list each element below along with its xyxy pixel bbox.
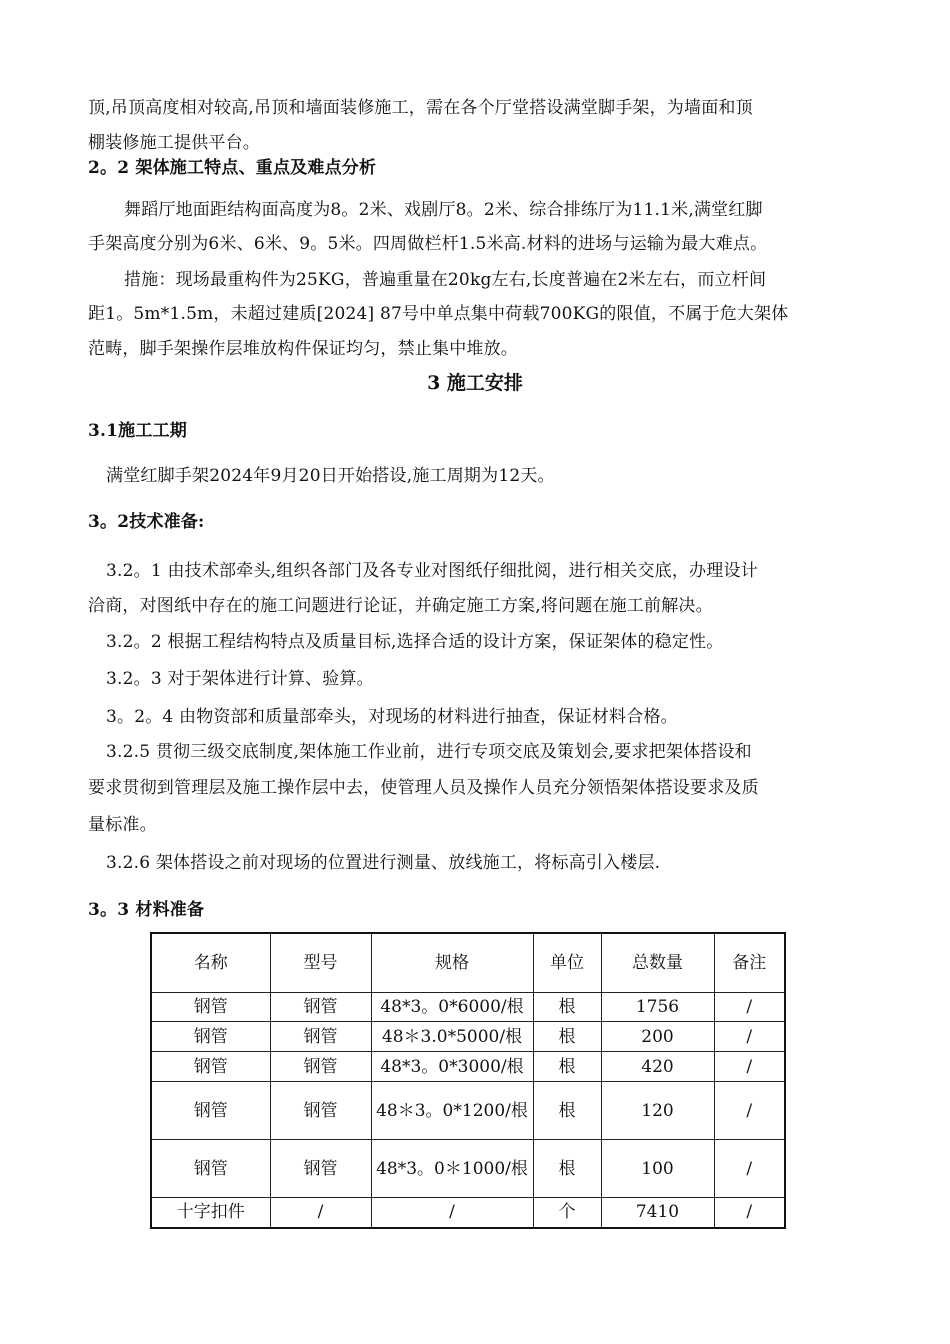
cell-spec: 48*3。0＊1000/根 [371,1140,533,1198]
cell-remarks: / [714,1052,785,1082]
header-remarks: 备注 [714,933,785,993]
cell-unit: 根 [533,1140,601,1198]
s32-line-4: 3.2。3 对于架体进行计算、验算。 [106,669,374,689]
cell-unit: 根 [533,1082,601,1140]
section-3-3-heading: 3。3 材料准备 [88,900,205,920]
cell-remarks: / [714,1198,785,1228]
cell-remarks: / [714,1140,785,1198]
cell-spec: 48＊3.0*5000/根 [371,1022,533,1052]
table-row [151,1140,785,1198]
cell-unit: 个 [533,1198,601,1228]
cell-name: 钢管 [151,1052,270,1082]
cell-spec: / [371,1198,533,1228]
cell-remarks: / [714,1082,785,1140]
cell-unit: 根 [533,1022,601,1052]
intro-line-1: 顶,吊顶高度相对较高,吊顶和墙面装修施工，需在各个厅堂搭设满堂脚手架，为墙面和顶 [88,98,753,118]
cell-quantity: 120 [601,1082,714,1140]
table-header-row [151,933,785,993]
cell-model: 钢管 [270,1140,371,1198]
cell-name: 钢管 [151,1022,270,1052]
table-row [151,993,785,1022]
s22-p1-line-1: 舞蹈厅地面距结构面高度为8。2米、戏剧厅8。2米、综合排练厅为11.1米,满堂红脚 [124,200,763,220]
header-name: 名称 [151,933,270,993]
s32-line-3: 3.2。2 根据工程结构特点及质量目标,选择合适的设计方案，保证架体的稳定性。 [106,632,724,652]
cell-name: 钢管 [151,993,270,1022]
cell-model: 钢管 [270,1082,371,1140]
section-3-2-heading: 3。2技术准备: [88,512,205,532]
cell-quantity: 100 [601,1140,714,1198]
cell-spec: 48*3。0*6000/根 [371,993,533,1022]
cell-quantity: 200 [601,1022,714,1052]
s32-line-6: 3.2.5 贯彻三级交底制度,架体施工作业前，进行专项交底及策划会,要求把架体搭设和 [106,742,752,762]
s32-line-2: 洽商，对图纸中存在的施工问题进行论证，并确定施工方案,将问题在施工前解决。 [88,596,713,616]
cell-quantity: 7410 [601,1198,714,1228]
cell-unit: 根 [533,1052,601,1082]
cell-remarks: / [714,993,785,1022]
s32-line-8: 量标准。 [88,815,157,835]
s32-line-1: 3.2。1 由技术部牵头,组织各部门及各专业对图纸仔细批阅，进行相关交底，办理设计 [106,561,758,581]
table-row [151,1022,785,1052]
cell-name: 钢管 [151,1140,270,1198]
materials-table [150,932,786,1229]
cell-quantity: 1756 [601,993,714,1022]
cell-model: 钢管 [270,1022,371,1052]
header-unit: 单位 [533,933,601,993]
header-quantity: 总数量 [601,933,714,993]
section-3-1-heading: 3.1施工工期 [88,421,187,441]
table-row [151,1198,785,1228]
cell-quantity: 420 [601,1052,714,1082]
cell-remarks: / [714,1022,785,1052]
section-3-title: 3 施工安排 [427,372,523,394]
table-row [151,1052,785,1082]
s22-p2-line-2: 距1。5m*1.5m，未超过建质[2024] 87号中单点集中荷载700KG的限值，不属于危大架体 [88,304,789,324]
header-spec: 规格 [371,933,533,993]
s22-p1-line-2: 手架高度分别为6米、6米、9。5米。四周做栏杆1.5米高.材料的进场与运输为最大难点。 [88,234,768,254]
s22-p2-line-1: 措施：现场最重构件为25KG，普遍重量在20kg左右,长度普遍在2米左右，而立杆间 [124,270,767,290]
cell-model: 钢管 [270,1052,371,1082]
s32-line-5: 3。2。4 由物资部和质量部牵头，对现场的材料进行抽查，保证材料合格。 [106,707,678,727]
section-2-2-heading: 2。2 架体施工特点、重点及难点分析 [88,158,377,178]
s32-line-7: 要求贯彻到管理层及施工操作层中去，使管理人员及操作人员充分领悟架体搭设要求及质 [88,778,759,798]
s22-p2-line-3: 范畴，脚手架操作层堆放构件保证均匀，禁止集中堆放。 [88,339,518,359]
s31-text: 满堂红脚手架2024年9月20日开始搭设,施工周期为12天。 [106,466,555,486]
cell-model: 钢管 [270,993,371,1022]
cell-model: / [270,1198,371,1228]
cell-name: 钢管 [151,1082,270,1140]
table-row [151,1082,785,1140]
cell-spec: 48*3。0*3000/根 [371,1052,533,1082]
cell-unit: 根 [533,993,601,1022]
header-model: 型号 [270,933,371,993]
cell-spec: 48＊3。0*1200/根 [371,1082,533,1140]
s32-line-9: 3.2.6 架体搭设之前对现场的位置进行测量、放线施工，将标高引入楼层. [106,853,661,873]
intro-line-2: 棚装修施工提供平台。 [88,133,260,153]
cell-name: 十字扣件 [151,1198,270,1228]
